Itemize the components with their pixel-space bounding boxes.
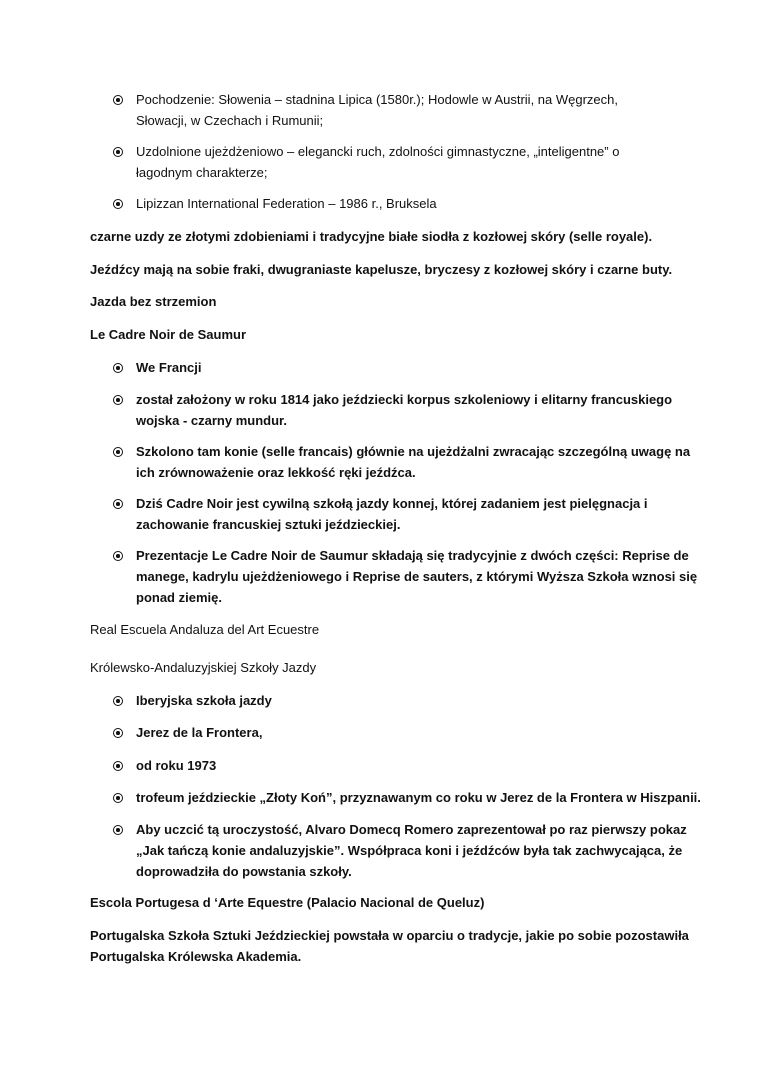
list2-item-5-line-1: Prezentacje Le Cadre Noir de Saumur składają się tradycyjnie z dwóch części: Reprise de [136,548,689,563]
list3-item-3-line-1: od roku 1973 [136,758,217,773]
list2-item-1-line-1: We Francji [136,360,202,375]
list3-item-5-line-3: doprowadziła do powstania szkoły. [136,864,352,879]
heading-real-escuela: Real Escuela Andaluza del Art Ecuestre [90,622,320,637]
paragraph-portugal-line-2: Portugalska Królewska Akademia. [90,949,302,964]
bullet-icon [113,95,123,105]
list2-item-2-line-1: został założony w roku 1814 jako jeździecki korpus szkoleniowy i elitarny francuskiego [136,392,673,407]
heading-krolewsko: Królewsko-Andaluzyjskiej Szkoły Jazdy [90,660,317,675]
list2-item-3-line-2: ich zrównoważenie oraz lekkość ręki jeźdźca. [136,465,416,480]
bullet-icon [113,147,123,157]
list3-item-5-line-1: Aby uczcić tą uroczystość, Alvaro Domecq Romero zaprezentował po raz pierwszy pokaz [136,822,687,837]
paragraph-uzdy: czarne uzdy ze złotymi zdobieniami i tradycyjne białe siodła z kozłowej skóry (selle royale). [90,229,653,244]
bullet-icon [113,793,123,803]
heading-cadre-noir: Le Cadre Noir de Saumur [90,327,247,342]
bullet-icon [113,363,123,373]
bullet-icon [113,199,123,209]
list3-item-4-line-1: trofeum jeździeckie „Złoty Koń”, przyznawanym co roku w Jerez de la Frontera w Hiszpanii. [136,790,701,805]
bullet-icon [113,696,123,706]
list2-item-5-line-2: manege, kadrylu ujeżdżeniowego i Reprise de sauters, z którymi Wyższa Szkoła wznosi się [136,569,698,584]
bullet-icon [113,551,123,561]
bullet-icon [113,395,123,405]
list2-item-3-line-1: Szkolono tam konie (selle francais) głównie na ujeżdżalni zwracając szczególną uwagę na [136,444,691,459]
list3-item-5-line-2: „Jak tańczą konie andaluzyjskie”. Współpraca koni i jeźdźców była tak zachwycająca, że [136,843,683,858]
bullet-icon [113,447,123,457]
list2-item-5-line-3: ponad ziemię. [136,590,222,605]
list2-item-2-line-2: wojska - czarny mundur. [136,413,287,428]
list2-item-4-line-2: zachowanie francuskiej sztuki jeździeckiej. [136,517,401,532]
list1-item-2-line-1: Uzdolnione ujeżdżeniowo – elegancki ruch, zdolności gimnastyczne, „inteligentne” o [136,144,620,159]
list3-item-1-line-1: Iberyjska szkoła jazdy [136,693,272,708]
bullet-icon [113,825,123,835]
list1-item-3-line-1: Lipizzan International Federation – 1986 r., Bruksela [136,196,437,211]
bullet-icon [113,761,123,771]
list1-item-1-line-2: Słowacji, w Czechach i Rumunii; [136,113,324,128]
paragraph-jezdzcy: Jeźdźcy mają na sobie fraki, dwugraniaste kapelusze, bryczesy z kozłowej skóry i czarne buty. [90,262,673,277]
heading-escola-portugesa: Escola Portugesa d ‘Arte Equestre (Palacio Nacional de Queluz) [90,895,485,910]
list1-item-1-line-1: Pochodzenie: Słowenia – stadnina Lipica (1580r.); Hodowle w Austrii, na Węgrzech, [136,92,618,107]
list3-item-2-line-1: Jerez de la Frontera, [136,725,263,740]
bullet-icon [113,728,123,738]
bullet-icon [113,499,123,509]
list1-item-2-line-2: łagodnym charakterze; [136,165,268,180]
paragraph-jazda: Jazda bez strzemion [90,294,217,309]
paragraph-portugal-line-1: Portugalska Szkoła Sztuki Jeździeckiej powstała w oparciu o tradycje, jakie po sobie pozostawiła [90,928,689,943]
list2-item-4-line-1: Dziś Cadre Noir jest cywilną szkołą jazdy konnej, której zadaniem jest pielęgnacja i [136,496,648,511]
